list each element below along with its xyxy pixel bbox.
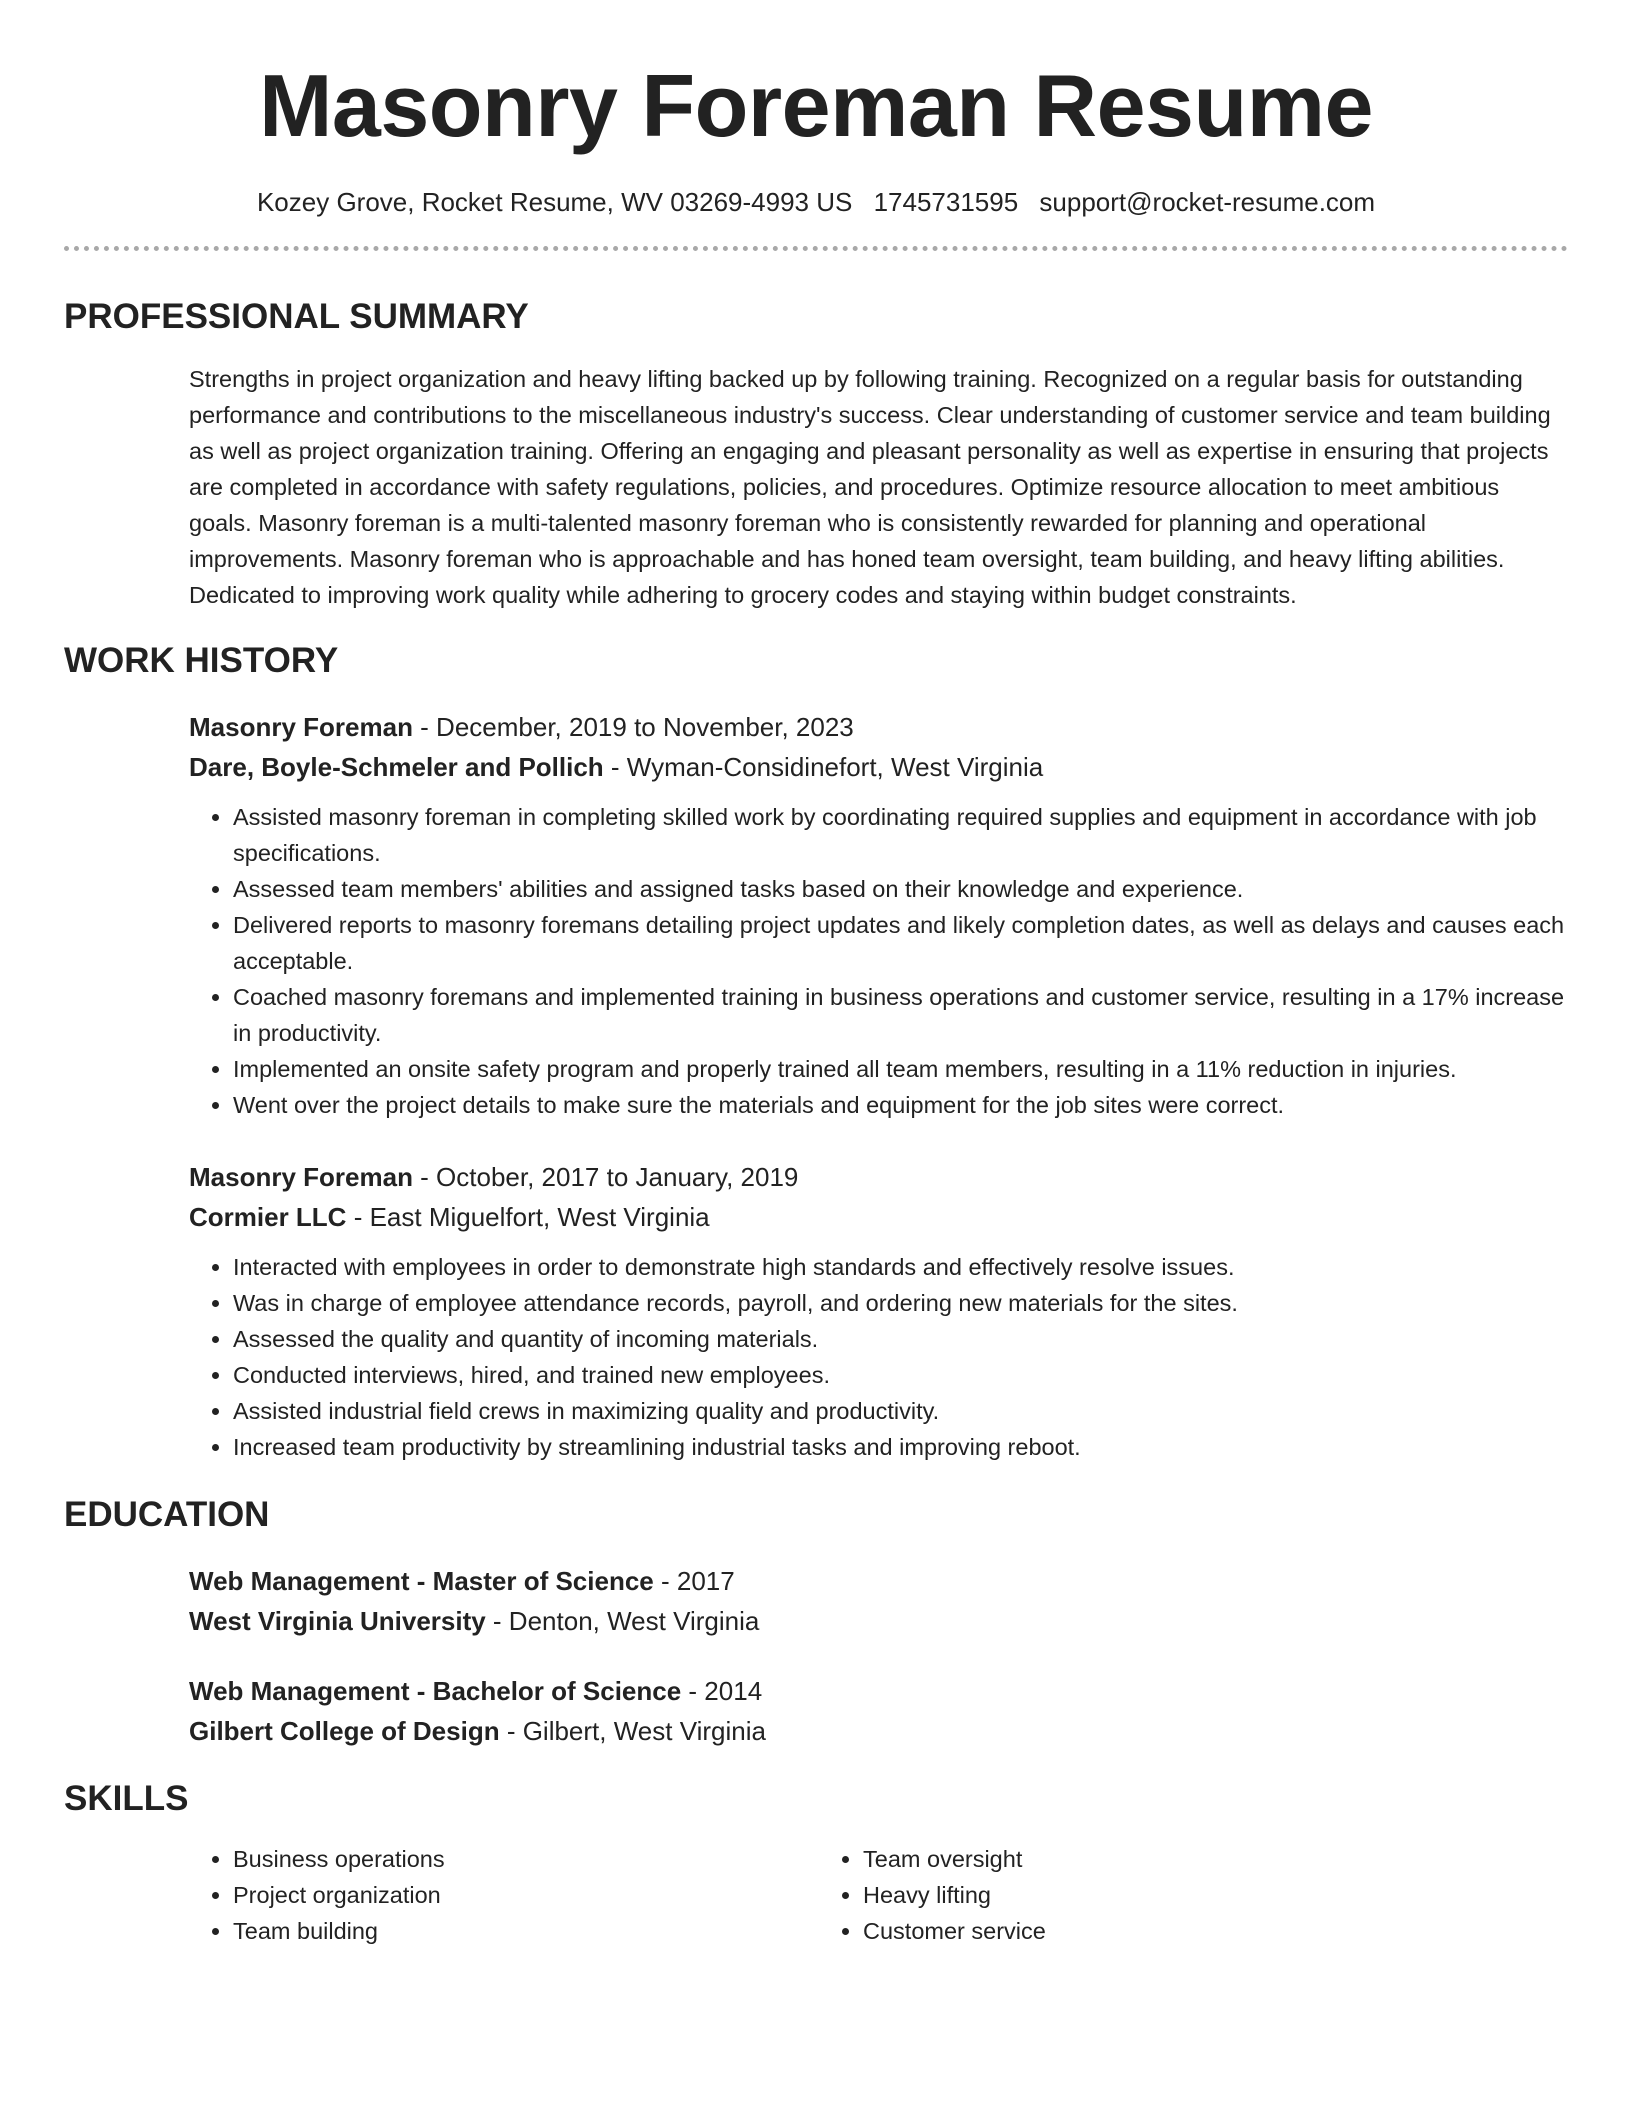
job-bullet: • Assisted masonry foreman in completing skilled work by coordinating required supplies and equipment in accordance with job specifications. (233, 799, 1568, 871)
job-bullet: • Increased team productivity by streamlining industrial tasks and improving reboot. (233, 1429, 1568, 1465)
section-title-work-history: WORK HISTORY (64, 641, 339, 680)
job-company-line (189, 747, 1568, 787)
job-dates: - October, 2017 to January, 2019 (412, 1162, 799, 1192)
job-bullet: • Conducted interviews, hired, and trained new employees. (233, 1357, 1568, 1393)
job-bullet: • Assessed team members' abilities and assigned tasks based on their knowledge and experience. (233, 871, 1568, 907)
job-bullets (189, 799, 1568, 1123)
section-title-summary: PROFESSIONAL SUMMARY (64, 297, 529, 336)
job-role-line (189, 1157, 1568, 1197)
section-title-skills: SKILLS (64, 1779, 189, 1818)
job-role: Masonry Foreman (189, 1162, 413, 1192)
job-bullet: • Implemented an onsite safety program and properly trained all team members, resulting in a 11% reduction in injuries. (233, 1051, 1568, 1087)
job-bullet: • Was in charge of employee attendance records, payroll, and ordering new materials for the sites. (233, 1285, 1568, 1321)
education-degree-line (189, 1561, 1568, 1601)
job-entry (189, 1157, 1568, 1465)
skill-item: • Team oversight (863, 1841, 1449, 1877)
skills-grid (189, 1841, 1568, 1949)
job-entry (189, 707, 1568, 1123)
skill-item: • Project organization (233, 1877, 819, 1913)
education-degree: Web Management - Bachelor of Science (189, 1676, 682, 1706)
skill-item: • Business operations (233, 1841, 819, 1877)
education-school: Gilbert College of Design (189, 1716, 500, 1746)
education-location: - Denton, West Virginia (485, 1606, 760, 1636)
skill-item: • Team building (233, 1913, 819, 1949)
job-bullet: • Interacted with employees in order to demonstrate high standards and effectively resolve issues. (233, 1249, 1568, 1285)
skill-item: • Heavy lifting (863, 1877, 1449, 1913)
skills-column-right (819, 1841, 1449, 1949)
header-divider (64, 246, 1568, 251)
job-company: Dare, Boyle-Schmeler and Pollich (189, 752, 604, 782)
job-role-line (189, 707, 1568, 747)
education-degree-line (189, 1671, 1568, 1711)
summary-text: Strengths in project organization and heavy lifting backed up by following training. Recognized on a regular basis for outstanding performance and contributions to the miscellaneous industry's success. Clear understanding of customer service and team building as well as project organization training. Offering an engaging and pleasant personality as well as expertise in ensuring that projects are completed in accordance with safety regulations, policies, and procedures. Optimize resource allocation to meet ambitious goals. Masonry foreman is a multi-talented masonry foreman who is consistently rewarded for planning and operational improvements. Masonry foreman who is approachable and has honed team oversight, team building, and heavy lifting abilities. Dedicated to improving work quality while adhering to grocery codes and staying within budget constraints. (189, 366, 1551, 608)
education-degree: Web Management - Master of Science (189, 1566, 654, 1596)
skill-item: • Customer service (863, 1913, 1449, 1949)
contact-address: Kozey Grove, Rocket Resume, WV 03269-4993 US (256, 187, 853, 217)
education-entry (189, 1561, 1568, 1641)
education-school-line (189, 1711, 1568, 1751)
education-location: - Gilbert, West Virginia (499, 1716, 766, 1746)
job-company-line (189, 1197, 1568, 1237)
job-bullet: • Assisted industrial field crews in maximizing quality and productivity. (233, 1393, 1568, 1429)
job-bullet: • Went over the project details to make sure the materials and equipment for the job sites were correct. (233, 1087, 1568, 1123)
education-school-line (189, 1601, 1568, 1641)
contact-line (64, 184, 1568, 220)
education-school: West Virginia University (189, 1606, 486, 1636)
education-year: - 2017 (653, 1566, 735, 1596)
job-dates: - December, 2019 to November, 2023 (412, 712, 854, 742)
skills-column-left (189, 1841, 819, 1949)
job-company: Cormier LLC (189, 1202, 347, 1232)
job-location: - East Miguelfort, West Virginia (346, 1202, 710, 1232)
job-bullets (189, 1249, 1568, 1465)
resume-title: Masonry Foreman Resume (259, 56, 1373, 155)
contact-phone: 1745731595 (873, 187, 1019, 217)
job-bullet: • Coached masonry foremans and implemented training in business operations and customer service, resulting in a 17% increase in productivity. (233, 979, 1568, 1051)
section-title-education: EDUCATION (64, 1495, 270, 1534)
contact-email: support@rocket-resume.com (1039, 187, 1376, 217)
education-year: - 2014 (681, 1676, 763, 1706)
job-bullet: • Delivered reports to masonry foremans detailing project updates and likely completion dates, as well as delays and causes each acceptable. (233, 907, 1568, 979)
job-bullet: • Assessed the quality and quantity of incoming materials. (233, 1321, 1568, 1357)
education-entry (189, 1671, 1568, 1751)
job-role: Masonry Foreman (189, 712, 413, 742)
job-location: - Wyman-Considinefort, West Virginia (603, 752, 1044, 782)
